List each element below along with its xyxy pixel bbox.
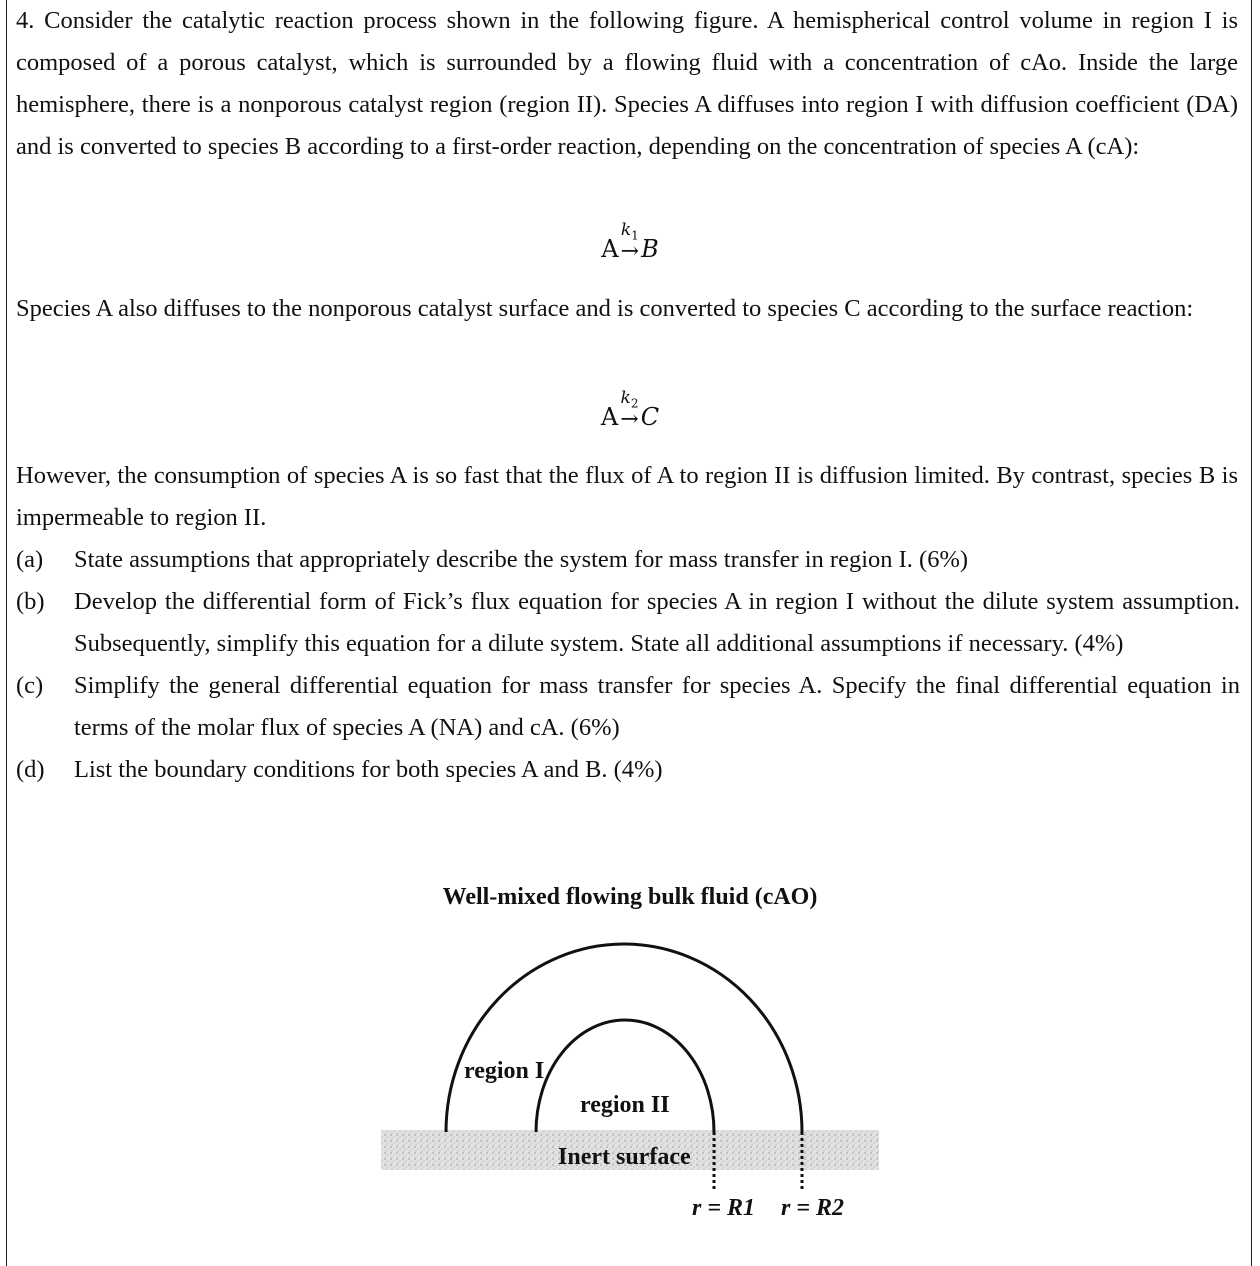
reaction-2-reactant: A (600, 403, 619, 432)
part-d-label: (d) (16, 756, 45, 783)
question-parts (16, 539, 1240, 791)
part-a-text: State assumptions that appropriately describe the system for mass transfer in region I. (6%) (74, 546, 969, 573)
part-c (16, 665, 1240, 749)
hemisphere-diagram (0, 930, 1260, 1230)
part-b-label: (b) (16, 588, 45, 615)
reaction-2-arrow: → (620, 407, 639, 433)
part-b (16, 581, 1240, 665)
part-d-text: List the boundary conditions for both species A and B. (4%) (74, 756, 663, 783)
reaction-2-rate-sub: 2 (630, 396, 639, 411)
reaction-2-product: C (640, 403, 660, 432)
reaction-1-rate-symbol: k (620, 220, 632, 240)
part-b-text: Develop the differential form of Fick’s flux equation for species A in region I without the dilute system assumption. Subsequently, simplify this equation for a dilute system. State all additional assumptions if necessary. (4%) (74, 588, 1240, 657)
diagram-title: Well-mixed flowing bulk fluid (cAO) (442, 884, 818, 910)
surface-reaction-text: Species A also diffuses to the nonporous catalyst surface and is converted to species C according to the surface reaction: (16, 295, 1194, 322)
r2-label: r = R2 (781, 1195, 845, 1221)
problem-intro: 4. Consider the catalytic reaction process shown in the following figure. A hemispherical control volume in region I is composed of a porous catalyst, which is surrounded by a flowing fluid with a concentration of cAo. Inside the large hemisphere, there is a nonporous catalyst region (region II). Species A diffuses into region I with diffusion coefficient (DA) and is converted to species B according to a first-order reaction, depending on the concentration of species A (cA): (16, 7, 1238, 160)
region-2-label: region II (580, 1092, 670, 1118)
inert-surface-label: Inert surface (558, 1144, 691, 1170)
part-c-label: (c) (16, 672, 44, 699)
diffusion-limited-text: However, the consumption of species A is so fast that the flux of A to region II is diffusion limited. By contrast, species B is impermeable to region II. (16, 462, 1238, 531)
part-c-text: Simplify the general differential equation for mass transfer for species A. Specify the final differential equation in terms of the molar flux of species A (NA) and cA. (6%) (74, 672, 1240, 741)
reaction-1-rate-sub: 1 (631, 228, 639, 243)
reaction-1-reactant: A (601, 235, 619, 264)
reaction-1-product: B (641, 235, 659, 264)
part-a-label: (a) (16, 546, 44, 573)
reaction-1 (0, 222, 1260, 263)
reaction-2-rate-symbol: k (620, 388, 631, 408)
region-1-label: region I (464, 1058, 545, 1084)
r1-label: r = R1 (692, 1195, 756, 1221)
reaction-2 (0, 390, 1260, 431)
part-d (16, 749, 1240, 791)
part-a (16, 539, 1240, 581)
reaction-1-arrow: → (620, 239, 640, 265)
